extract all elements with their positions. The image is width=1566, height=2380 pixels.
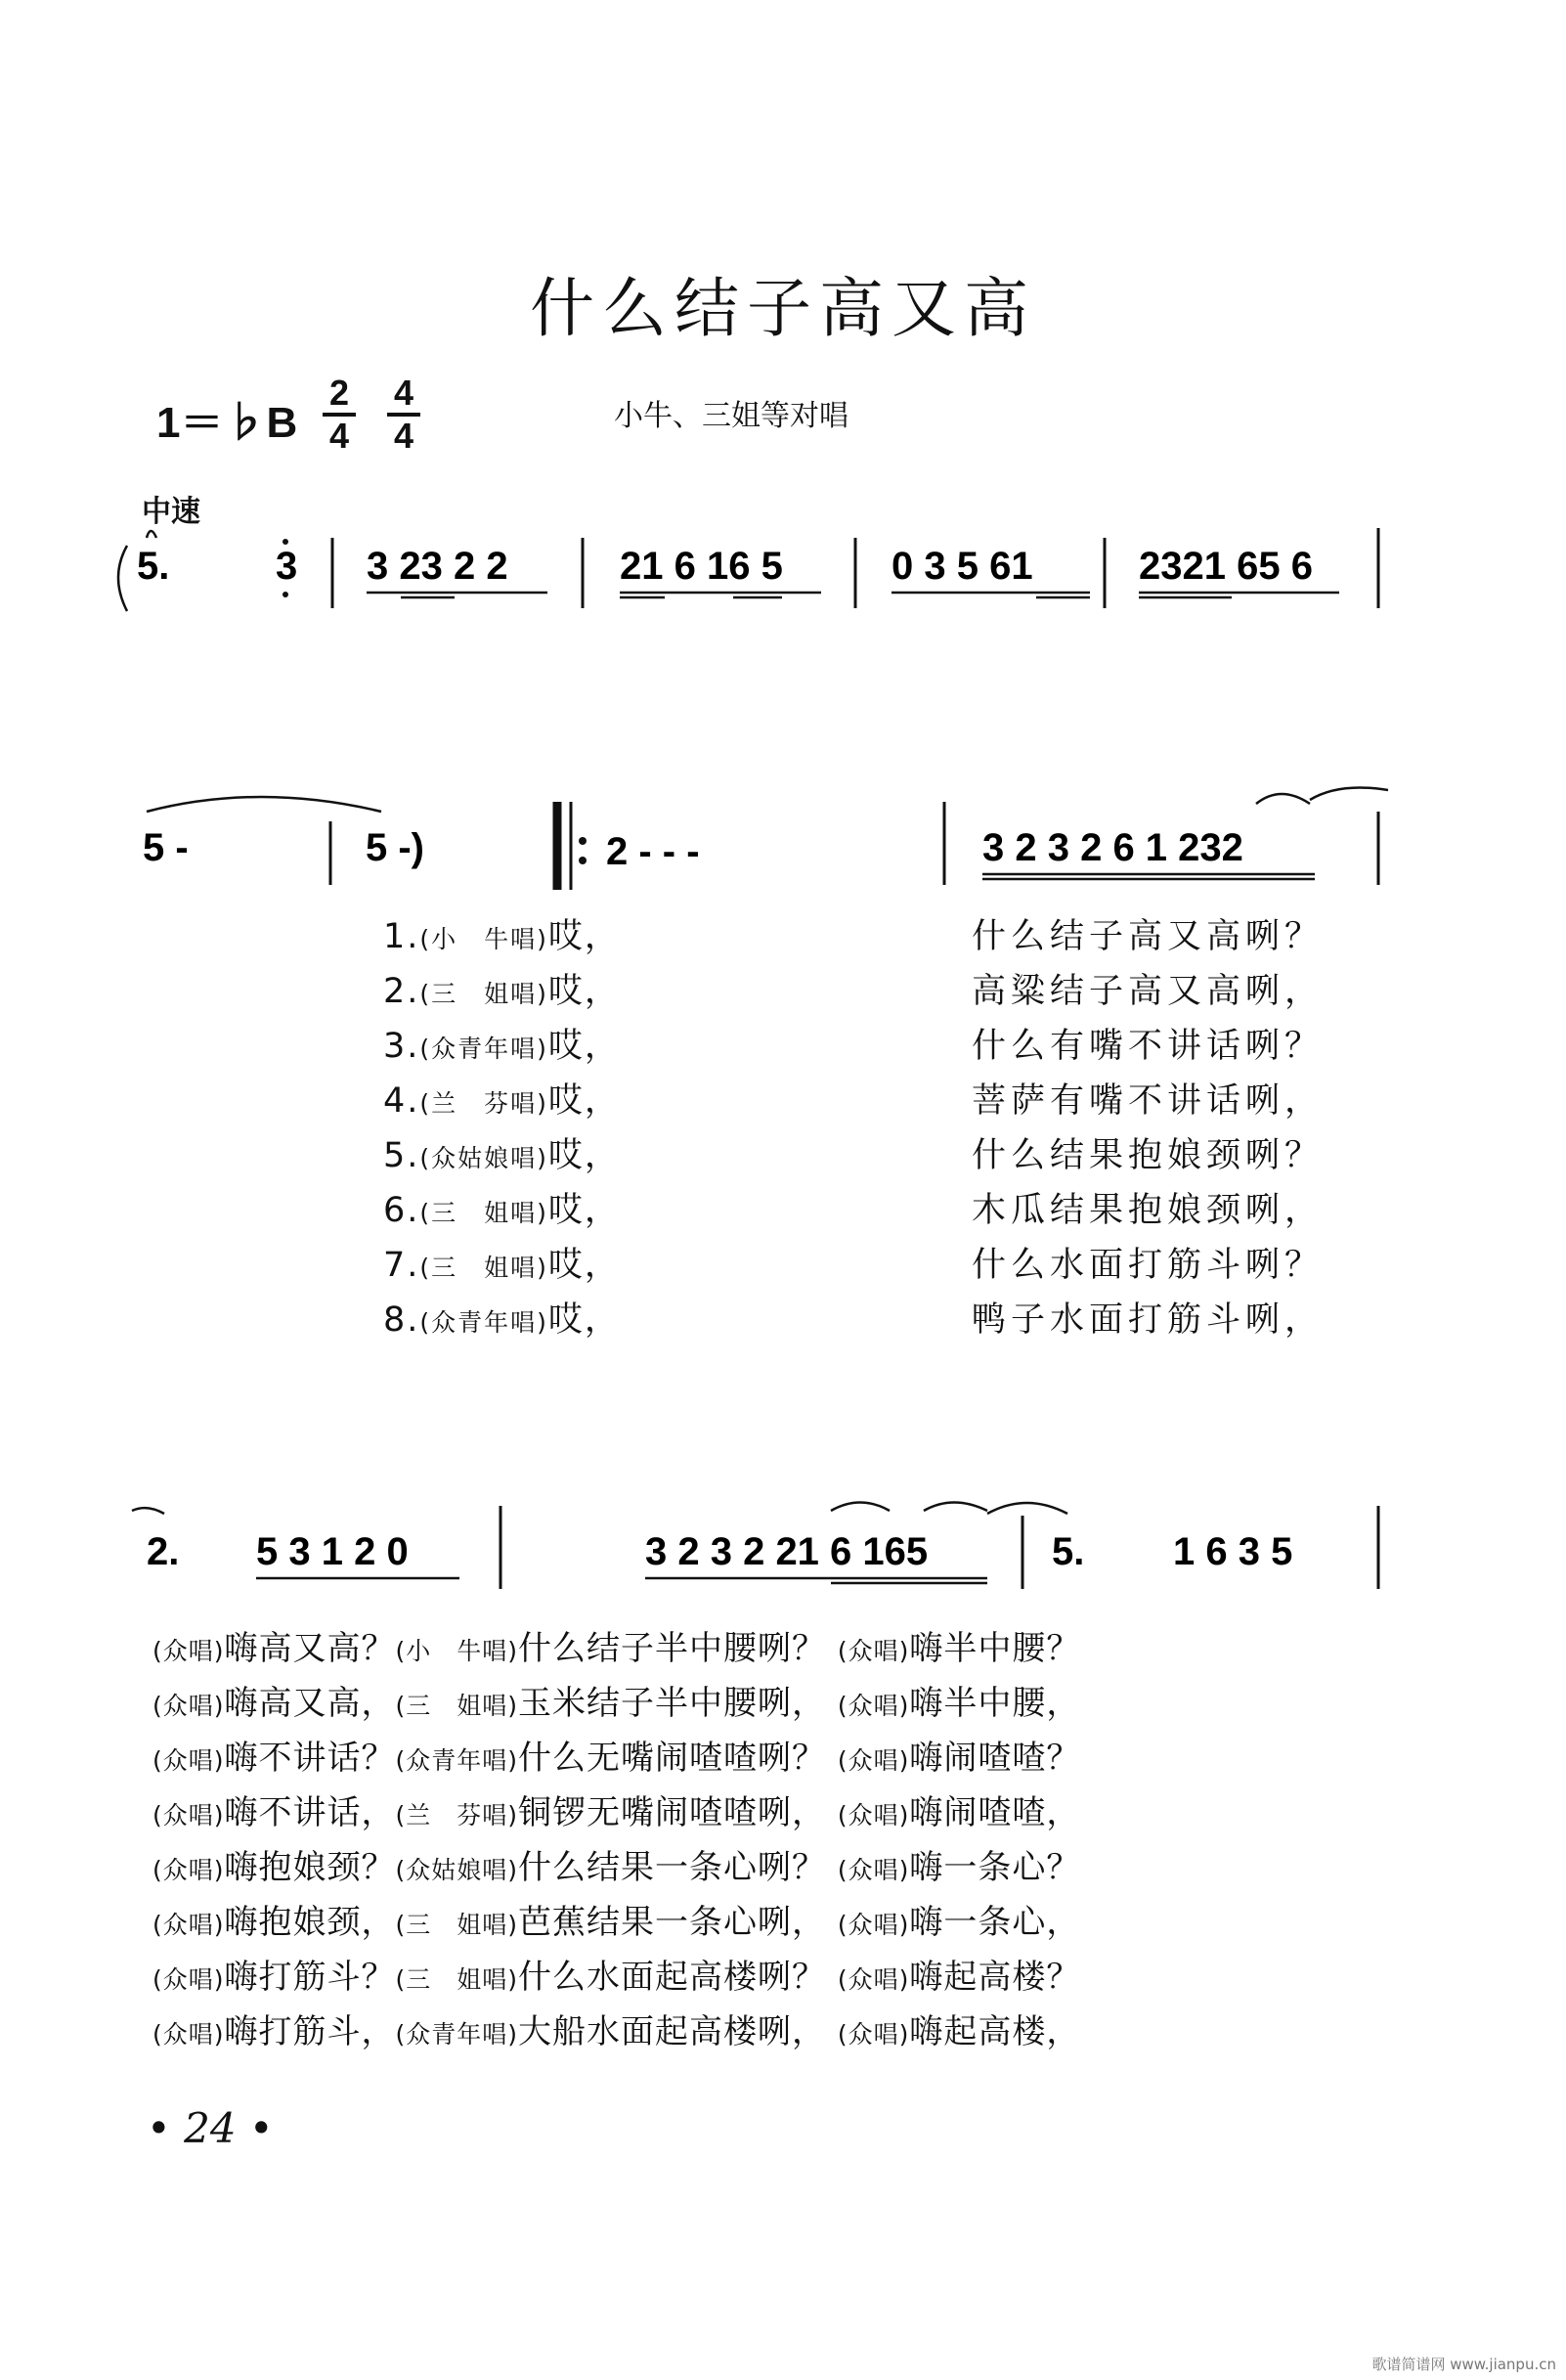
verse-8: 8.(众青年唱)哎， bbox=[383, 1300, 621, 1340]
verse-1-line: 什么结子高又高咧？ bbox=[972, 917, 1325, 956]
measure-1-5: 0 3 5 61 bbox=[892, 545, 1033, 588]
measure-3-5: 1 6 3 5 bbox=[1173, 1530, 1293, 1573]
key-tonic: 1＝♭B bbox=[156, 399, 298, 447]
measure-3-1: 2. bbox=[147, 1530, 180, 1573]
verse-3-line: 什么有嘴不讲话咧？ bbox=[972, 1027, 1325, 1066]
meter-2-4: $\frac{2}{4}$ bbox=[323, 374, 356, 456]
music-line-2 bbox=[0, 763, 1566, 919]
music-line-3 bbox=[0, 1467, 1566, 1623]
song-title: 什么结子高又高 bbox=[530, 271, 1036, 346]
meter-4-4: $\frac{4}{4}$ bbox=[387, 374, 420, 456]
measure-1-3: 3 23 2 2 bbox=[367, 545, 508, 588]
verse-4-line: 菩萨有嘴不讲话咧， bbox=[972, 1081, 1325, 1121]
measure-1-4: 21 6 16 5 bbox=[620, 545, 783, 588]
measure-2-3: 2 - - - bbox=[606, 830, 700, 873]
verse-2: 2.(三 姐唱)哎， bbox=[383, 972, 621, 1011]
chorus-line-5: (众唱)嗨抱娘颈？(众姑娘唱)什么结果一条心咧？ (众唱)嗨一条心？ bbox=[152, 1848, 1081, 1887]
verse-5: 5.(众姑娘唱)哎， bbox=[383, 1136, 621, 1175]
chorus-line-7: (众唱)嗨打筋斗？(三 姐唱)什么水面起高楼咧？ (众唱)嗨起高楼？ bbox=[152, 1958, 1081, 1997]
key-signature bbox=[156, 374, 469, 471]
verse-7-line: 什么水面打筋斗咧？ bbox=[972, 1246, 1325, 1285]
chorus-line-8: (众唱)嗨打筋斗，(众青年唱)大船水面起高楼咧， (众唱)嗨起高楼， bbox=[152, 2012, 1081, 2051]
verse-5-line: 什么结果抱娘颈咧？ bbox=[972, 1136, 1325, 1175]
verse-6: 6.(三 姐唱)哎， bbox=[383, 1191, 621, 1230]
measure-3-2: 5 3 1 2 0 bbox=[256, 1530, 409, 1573]
chorus-line-1: (众唱)嗨高又高？(小 牛唱)什么结子半中腰咧？ (众唱)嗨半中腰？ bbox=[152, 1629, 1081, 1668]
tempo-marking: 中速 bbox=[142, 495, 200, 529]
page-number: • 24 • bbox=[147, 2104, 274, 2152]
measure-1-1: 5. bbox=[137, 545, 170, 588]
verse-6-line: 木瓜结果抱娘颈咧， bbox=[972, 1191, 1325, 1230]
measure-2-1: 5 - bbox=[143, 826, 189, 869]
chorus-line-2: (众唱)嗨高又高，(三 姐唱)玉米结子半中腰咧， (众唱)嗨半中腰， bbox=[152, 1684, 1081, 1723]
chorus-line-4: (众唱)嗨不讲话，(兰 芬唱)铜锣无嘴闹喳喳咧， (众唱)嗨闹喳喳， bbox=[152, 1793, 1081, 1832]
measure-1-6: 2321 65 6 bbox=[1139, 545, 1313, 588]
verse-1: 1.(小 牛唱)哎， bbox=[383, 917, 621, 956]
verse-7: 7.(三 姐唱)哎， bbox=[383, 1246, 621, 1285]
verse-2-line: 高粱结子高又高咧， bbox=[972, 972, 1325, 1011]
measure-2-4: 3 2 3 2 6 1 232 bbox=[982, 826, 1243, 869]
performers-note: 小牛、三姐等对唱 bbox=[614, 399, 848, 433]
watermark: 歌谱简谱网 www.jianpu.cn bbox=[1371, 2356, 1556, 2373]
chorus-line-6: (众唱)嗨抱娘颈，(三 姐唱)芭蕉结果一条心咧， (众唱)嗨一条心， bbox=[152, 1903, 1081, 1942]
verse-3: 3.(众青年唱)哎， bbox=[383, 1027, 621, 1066]
measure-1-2: 3 bbox=[276, 545, 298, 588]
verse-4: 4.(兰 芬唱)哎， bbox=[383, 1081, 621, 1121]
measure-3-4: 5. bbox=[1052, 1530, 1085, 1573]
music-line-1 bbox=[0, 499, 1566, 655]
verse-8-line: 鸭子水面打筋斗咧， bbox=[972, 1300, 1325, 1340]
measure-3-3: 3 2 3 2 21 6 165 bbox=[645, 1530, 929, 1573]
measure-2-2: 5 -) bbox=[366, 826, 424, 869]
chorus-line-3: (众唱)嗨不讲话？(众青年唱)什么无嘴闹喳喳咧？ (众唱)嗨闹喳喳？ bbox=[152, 1739, 1081, 1778]
